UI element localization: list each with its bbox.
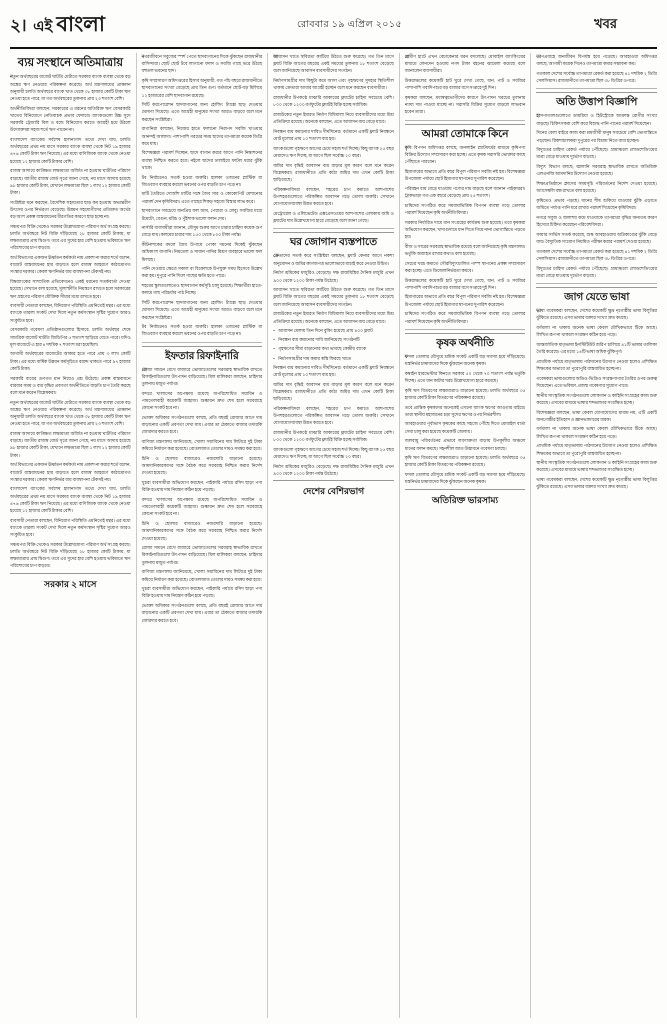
paragraph: টব নির্বাচনেও সতর্ক হওয়া জরুরি। হালকা ওজনের প্লাস্টিক বা জিওব্যাগ ব্যবহার করলে ভবনের ওপর বাড়তি চাপ পড়ে না। xyxy=(141,174,263,187)
divider xyxy=(405,329,526,330)
list-item: • নির্মাণসামগ্রীর দাম কমায় স্বস্তি ফিরছে খাতে xyxy=(273,355,394,362)
paragraph: পরিকল্পনাবিদরা বলছেন, শহরের চাপ কমাতে আশপাশের উপশহরগুলোতে পরিকল্পিত আবাসন গড়ে তোলা জরুরি। সেখানে যোগাযোগব্যবস্থা উন্নত করতে হবে। xyxy=(273,186,394,207)
paragraph: বিদ্যুৎ বিভাগ বলছে, জ্বালানি সরবরাহ স্বাভাবিক রাখতে অতিরিক্ত এলএনজি আমদানির উদ্যোগ নেওয়া হয়েছে। xyxy=(536,164,657,177)
paragraph: চাষিদের সংগঠিত করে সমবায়ভিত্তিক বিপণন ব্যবস্থা গড়ে তোলার পরামর্শ দিয়েছেন কৃষি অর্থনীতিবিদরা। xyxy=(404,202,526,215)
paragraph: বন্দরে খালাসের অপেক্ষায় রয়েছে অপরিশোধিত সয়াবিন ও পামতেলবাহী কয়েকটি জাহাজ। শুল্কায়ন দ্রুত শেষ হলে সরবরাহে কোনো সংকট হবে না। xyxy=(141,390,263,411)
paragraph: ভাষা গবেষকরা বলছেন, দেশের কয়েকটি ক্ষুদ্র নৃগোষ্ঠীর ভাষা বিলুপ্তির ঝুঁকিতে রয়েছে। এসব ভাষার বক্তার সংখ্যা দ্রুত কমছে। xyxy=(536,477,657,490)
paragraph: বেসরকারি গবেষণা প্রতিষ্ঠানগুলোর হিসাবে, চলতি অর্থবছর শেষে সামগ্রিক বাজেট ঘাটতি জিডিপির ৫ শতাংশ ছাড়িয়ে যেতে পারে। যদিও মূল বাজেটে এ হার ৪ দশমিক ৭ শতাংশ ধরা হয়েছিল। xyxy=(10,327,131,347)
paragraph: নতুন অর্থবছরের বাজেট ঘাটতি মেটাতে সরকার ব্যাংক ব্যবস্থা থেকে বড় অঙ্কের ঋণ নেওয়ার পরিকল্পনা করেছে। অর্থ মন্ত্রণালয়ের প্রাক্কলন অনুযায়ী চলতি অর্থবছরে ব্যাংক খাত থেকে ৩৮ হাজার কোটি টাকা ঋণ নেওয়া হতে পারে, যা গত অর্থবছরের তুলনায় প্রায় ২৩ শতাংশ বেশি। xyxy=(10,399,131,427)
paragraph: কৃষিতেও প্রভাব পড়ছে। ধানের শীষ শুকিয়ে যাওয়ার ঝুঁকি এড়াতে জমিতে পর্যাপ্ত পানি ধরে রাখার পরামর্শ দিয়েছেন কৃষিবিদরা। xyxy=(536,197,657,211)
paragraph: কৃষকরা বলছেন, মধ্যস্বত্বভোগীদের কারণে উৎপাদন খরচের তুলনায় ন্যায্য দাম পাওয়া যাচ্ছে না। সরাসরি বিক্রির সুযোগ বাড়লে লাভবান হবেন তারা। xyxy=(404,95,526,115)
paragraph: বিদ্যুতের চাহিদা রেকর্ড পর্যায়ে পৌঁছেছে। গ্রামাঞ্চলে লোডশেডিংয়ের মাত্রা বেড়ে যাওয়ায় দুর্ভোগ বাড়ছে। xyxy=(536,265,657,278)
paragraph: বিদ্যুতের চাহিদা রেকর্ড পর্যায়ে পৌঁছেছে। গ্রামাঞ্চলে লোডশেডিংয়ের মাত্রা বেড়ে যাওয়ায় দুর্ভোগ বাড়ছে। xyxy=(536,147,657,160)
paragraph: রাজস্ব আদায়ে কাঙ্ক্ষিত লক্ষ্যমাত্রা অর্জিত না হওয়ায় ঘাটতির পরিমাণ বাড়ছে। জাতীয় রাজস্ব বোর্ড সূত্রে জানা গেছে, নয় মাসে আদায় হয়েছে ৯৮ হাজার কোটি টাকা, যেখানে লক্ষ্যমাত্রা ছিল ১ লাখ ১২ হাজার কোটি টাকা। xyxy=(10,168,131,195)
column-footer: সরকার ২ মাসে xyxy=(10,573,131,592)
paragraph: গতকাল দেশের সর্বোচ্চ তাপমাত্রা রেকর্ড করা হয়েছে ৪১ দশমিক ২ ডিগ্রি সেলসিয়াস। রাজধানীতে তাপমাত্রা ছিল ৩৮ ডিগ্রির ওপরে। xyxy=(536,70,657,84)
paragraph: রোজা সামনে রেখে বাজারে ভোজ্যতেলের সরবরাহ স্বাভাবিক রাখতে রিফাইনারিগুলো উৎপাদন বাড়িয়েছে। মিল মালিকরা বলছেন, চাহিদার তুলনায় মজুত পর্যাপ্ত। xyxy=(141,545,263,565)
publication-date: রোববার ১৯ এপ্রিল ২০১৫ xyxy=(296,20,403,30)
paragraph: তাপপ্রবাহে জনজীবন বিপর্যস্ত হয়ে পড়েছে। আবহাওয়া অধিদপ্তর বলছে, আগামী কয়েক দিনেও তাপমাত্রা কমার সম্ভাবনা কম। xyxy=(536,54,657,67)
masthead xyxy=(10,8,657,49)
paragraph: ফসল তোলার মৌসুমে শ্রমিক সংকট একটি বড় সমস্যা হয়ে দাঁড়িয়েছে। যন্ত্রনির্ভর চাষাবাদের দিকে ঝুঁকছেন অনেক কৃষক। xyxy=(404,472,526,485)
paragraph: রাজধানীর উপকণ্ঠে মাঝারি আকারের ফ্ল্যাটের চাহিদা সবচেয়ে বেশি। ৮০০ থেকে ১২০০ বর্গফুটের ফ্ল্যাটই বিক্রি হচ্ছে সর্বাধিক। xyxy=(273,95,394,108)
section-title: খবর xyxy=(594,16,617,31)
paragraph: খুচরা ব্যবসায়ীরা অভিযোগ করছেন, পাইকারি পর্যায়ে রসিদ ছাড়া পণ্য বিক্রি হওয়ায় দাম নিয়ন্ত্রণ কঠিন হয়ে পড়ছে। xyxy=(141,480,263,493)
paragraph: কৃষি ঋণ বিতরণের লক্ষ্যমাত্রাও বাড়ানো হয়েছে। চলতি অর্থবছরে ৩৫ হাজার কোটি টাকা বিতরণের পরিকল্পনা রয়েছে। xyxy=(404,455,526,468)
paragraph: কৃষি বিপণন অধিদপ্তর বলছে, অনলাইন প্ল্যাটফর্মের মাধ্যমে কৃষিপণ্য বিক্রির উদ্যোগ সম্প্রসারণ করা হচ্ছে। এতে কৃষক সরাসরি ভোক্তার কাছে পৌঁছাতে পারবেন। xyxy=(404,144,526,165)
paragraph: বর্ণমালা না থাকায় অনেক ভাষা কেবল মৌখিকভাবে টিকে আছে। লিখিত রূপ না থাকলে সংরক্ষণ কঠিন হয়ে পড়ে। xyxy=(536,325,657,338)
paragraph: মেট্রোরেল ও এলিভেটেড এক্সপ্রেসওয়ের আশপাশের এলাকায় জমি ও ফ্ল্যাটের দাম উল্লেখযোগ্য হারে বেড়েছে বলে জানা গেছে। xyxy=(273,210,394,224)
paragraph: অর্থনীতিবিদরা বলছেন, সরকারের এ ধরনের অতিরিক্ত ঋণ বেসরকারি খাতের বিনিয়োগে নেতিবাচক প্রভাব ফেলবে। ব্যাংকগুলো উচ্চ সুদে সরকারি ট্রেজারি বিল ও বন্ডে বিনিয়োগ করতে আগ্রহী হয়ে উঠলে উদ্যোক্তারা সহজ শর্তে ঋণ পাবেন না। xyxy=(10,105,131,133)
paragraph: শিক্ষাপ্রতিষ্ঠানে ক্লাসের সময়সূচি পরিবর্তনের নির্দেশ দেওয়া হয়েছে। অ্যাসেম্বলি বন্ধ রাখতে বলা হয়েছে। xyxy=(536,181,657,194)
paragraph: আবাসন খাতে স্থবিরতা কাটিয়ে উঠতে শুরু করেছে। গত তিন মাসে ফ্ল্যাট বিক্রি আগের বছরের একই সময়ের তুলনায় ১৮ শতাংশ বেড়েছে বলে জানিয়েছে আবাসন ব্যবসায়ীদের সংগঠন। xyxy=(273,54,394,74)
paragraph: গতকাল দেশের সর্বোচ্চ তাপমাত্রা রেকর্ড করা হয়েছে ৪১ দশমিক ২ ডিগ্রি সেলসিয়াস। রাজধানীতে তাপমাত্রা ছিল ৩৮ ডিগ্রির ওপরে। xyxy=(536,248,657,261)
divider xyxy=(536,283,657,284)
paragraph: জমির দাম বৃদ্ধিই আবাসন ব্যয় বাড়ার মূল কারণ বলে মনে করেন বিশ্লেষকরা। রাজধানীতে প্রতি কাঠা জমির দাম এখন কোটি টাকা ছাড়িয়েছে। xyxy=(273,381,394,402)
paragraph: ব্যাংকগুলো গৃহঋণে আগের চেয়ে সহজ শর্ত দিচ্ছে। কিছু ব্যাংক ২৫ বছর মেয়াদেও ঋণ দিচ্ছে, যা আগে ছিল সর্বোচ্চ ২০ বছর। xyxy=(273,145,394,158)
paragraph: সঞ্চয়পত্র বিক্রি থেকেও সরকার উল্লেখযোগ্য পরিমাণ অর্থ সংগ্রহ করছে। চলতি অর্থবছরে নিট বিক্রি দাঁড়িয়েছে ২৮ হাজার কোটি টাকায়, যা লক্ষ্যমাত্রার প্রায় দ্বিগুণ। তবে এর সুদের হার বেশি হওয়ায় ভবিষ্যতে ঋণ পরিশোধের চাপ বাড়বে। xyxy=(10,223,131,251)
paragraph: রোজা সামনে রেখে বাজারে ভোজ্যতেলের সরবরাহ স্বাভাবিক রাখতে রিফাইনারিগুলো উৎপাদন বাড়িয়েছে। মিল মালিকরা বলছেন, চাহিদার তুলনায় মজুত পর্যাপ্ত। xyxy=(141,366,263,387)
paragraph: তবে প্রান্তিক কৃষকদের অনেকেই এখনো ব্যাংক ঋণের আওতার বাইরে। তারা স্থানীয় মহাজনের চড়া সুদের ঋণের ওপর নির্ভরশীল। xyxy=(404,404,526,417)
paragraph: আবহাওয়ার পূর্বাভাস কৃষকের কাছে সহজে পৌঁছে দিতে মোবাইল বার্তা সেবা চালু করা হয়েছে কয়েকটি জেলায়। xyxy=(404,421,526,434)
paragraph: কৃষি ঋণ বিতরণের লক্ষ্যমাত্রাও বাড়ানো হয়েছে। চলতি অর্থবছরে ৩৫ হাজার কোটি টাকা বিতরণের পরিকল্পনা রয়েছে। xyxy=(404,387,526,400)
paragraph: প্রাথমিক পর্যায়ে মাতৃভাষায় পাঠদানের উদ্যোগ নেওয়া হলেও প্রশিক্ষিত শিক্ষকের অভাবে তা পুরোপুরি বাস্তবায়িত হচ্ছে না। xyxy=(536,358,657,372)
paragraph: বিশ্বব্যাংকের সাম্প্রতিক প্রতিবেদনেও একই ধরনের সতর্কবার্তা দেওয়া হয়েছে। সেখানে বলা হয়েছে, মূল্যস্ফীতি নিয়ন্ত্রণে রাখতে হলে সরকারের ঋণ গ্রহণের পরিমাণ যৌক্তিক সীমার মধ্যে রাখতে হবে। xyxy=(10,279,131,299)
paragraph: বিশেষজ্ঞরা বলছেন, ভাষা কেবল যোগাযোগের মাধ্যম নয়, এটি একটি জনগোষ্ঠীর ইতিহাস ও জ্ঞানভান্ডারের ধারক। xyxy=(536,409,657,422)
paragraph: আবাসন খাতে স্থবিরতা কাটিয়ে উঠতে শুরু করেছে। গত তিন মাসে ফ্ল্যাট বিক্রি আগের বছরের একই সময়ের তুলনায় ১৮ শতাংশ বেড়েছে বলে জানিয়েছে আবাসন ব্যবসায়ীদের সংগঠন। xyxy=(273,287,394,307)
article-columns xyxy=(10,53,657,1018)
paragraph: স্থানীয় সাংস্কৃতিক সংগঠনগুলো লোকগান ও কাহিনি সংগ্রহের কাজ শুরু করেছে। এসবের মাধ্যমে ভাষার শব্দভান্ডার সংরক্ষিত হচ্ছে। xyxy=(536,460,657,473)
paragraph: উত্তরাঞ্চলের কয়েকটি হাট ঘুরে দেখা গেছে, ধান, পাট ও সবজির পাশাপাশি গবাদিপশুর বড় বাজার বসে সপ্তাহে দুই দিন। xyxy=(404,78,526,91)
paragraph: আন্তর্জাতিক মাতৃভাষা ইনস্টিটিউট জরিপ চালিয়ে ৪১টি ভাষার তালিকা তৈরি করেছে। এর মধ্যে ১৪টি ভাষা অধিক ঝুঁকিপূর্ণ। xyxy=(536,341,657,355)
paragraph: চাষিদের সংগঠিত করে সমবায়ভিত্তিক বিপণন ব্যবস্থা গড়ে তোলার পরামর্শ দিয়েছেন কৃষি অর্থনীতিবিদরা। xyxy=(404,311,526,324)
paragraph: রাজধানীর উপকণ্ঠে মাঝারি আকারের ফ্ল্যাটের চাহিদা সবচেয়ে বেশি। ৮০০ থেকে ১২০০ বর্গফুটের ফ্ল্যাটই বিক্রি হচ্ছে সর্বাধিক। xyxy=(273,429,394,443)
paragraph: জলবায়ু পরিবর্তনের প্রভাবে লবণাক্ততা বাড়ায় উপকূলীয় অঞ্চলে ধানের ফলন কমছে। সহনশীল জাত উদ্ভাবনে গবেষণা চলছে। xyxy=(404,438,526,451)
column-3 xyxy=(268,53,400,1018)
paragraph: নগরজীবনে সবুজের স্পর্শ পেতে ছাদবাগানের দিকে ঝুঁকছেন রাজধানীর বাসিন্দারা। ছোট ছোট টবে লাগানো ফলদ ও সবজি গাছে ভরে উঠছে বহুতল ভবনের ছাদ। xyxy=(141,54,263,74)
paragraph: পরিবহন ব্যয় বেড়ে যাওয়ায় পণ্যের দাম বাড়ছে বলে জানান পাইকাররা। ট্রাকভাড়া গত এক বছরে বেড়েছে প্রায় ২৫ শতাংশ। xyxy=(404,185,526,198)
list-item: • আবাসন মেলায় তিন দিনে বুকিং হয়েছে প্রায় ৪০০ ফ্ল্যাট xyxy=(273,327,394,334)
paragraph: নতুন অর্থবছরের বাজেট ঘাটতি মেটাতে সরকার ব্যাংক ব্যবস্থা থেকে বড় অঙ্কের ঋণ নেওয়ার পরিকল্পনা করেছে। অর্থ মন্ত্রণালয়ের প্রাক্কলন অনুযায়ী চলতি অর্থবছরে ব্যাংক খাত থেকে ৩৮ হাজার কোটি টাকা ঋণ নেওয়া হতে পারে, যা গত অর্থবছরের তুলনায় প্রায় ২৩ শতাংশ বেশি। xyxy=(10,74,131,101)
headline-3: ঘর জোগান ব্যস্তপাতে xyxy=(273,232,394,249)
paragraph: কম্বাইন হারভেস্টার কিনতে সরকার ৫০ থেকে ৭০ শতাংশ পর্যন্ত ভর্তুকি দিচ্ছে। এতে ধান কাটার খরচ উল্লেখযোগ্য হারে কমেছে। xyxy=(404,370,526,383)
headline-6: অতি উত্তাপ বিজ্ঞাপি xyxy=(536,92,657,109)
divider xyxy=(142,342,263,343)
paragraph: হিমাগারের অভাবে প্রতি বছর বিপুল পরিমাণ সবজি নষ্ট হয়। বিশেষজ্ঞরা উপজেলা পর্যায়ে ছোট হিমাগার স্থাপনের সুপারিশ করেছেন। xyxy=(404,168,526,182)
headline-1: ব্যয় সংস্থানে অতিমাত্রায় xyxy=(17,57,123,69)
paragraph: ব্যবসায়ী নেতারা বলছেন, বিনিয়োগ পরিস্থিতি এমনিতেই মন্থর। এর মধ্যে ব্যাংকে তারল্য সংকট দেখা দিলে নতুন কর্মসংস্থান সৃষ্টির সুযোগ আরও সংকুচিত হবে। xyxy=(10,517,131,538)
paragraph: কৃষি সম্প্রসারণ অধিদপ্তরের হিসাব অনুযায়ী, গত পাঁচ বছরে রাজধানীতে ছাদবাগানের সংখ্যা বেড়েছে প্রায় তিন গুণ। বর্তমানে ছোট-বড় মিলিয়ে ১২ হাজারের বেশি ছাদবাগান রয়েছে। xyxy=(141,78,263,98)
list-item: • গৃহঋণের সীমা বাড়ানোর কথা ভাবছে কেন্দ্রীয় ব্যাংক xyxy=(273,345,394,352)
paragraph: মাটি তৈরিতে দোআঁশ মাটির সঙ্গে জৈব সার ও কোকোপিট মেশানোর পরামর্শ দেন কৃষিবিদরা। এতে গাছের শিকড় সহজে বিস্তার লাভ করে। xyxy=(141,191,263,204)
column-footer: দেশের বেশিরভাগ xyxy=(273,480,394,499)
paragraph: পরিকল্পনাবিদরা বলছেন, শহরের চাপ কমাতে আশপাশের উপশহরগুলোতে পরিকল্পিত আবাসন গড়ে তোলা জরুরি। সেখানে যোগাযোগব্যবস্থা উন্নত করতে হবে। xyxy=(273,405,394,426)
paragraph: জমির দাম বৃদ্ধিই আবাসন ব্যয় বাড়ার মূল কারণ বলে মনে করেন বিশ্লেষকরা। রাজধানীতে প্রতি কাঠা জমির দাম এখন কোটি টাকা ছাড়িয়েছে। xyxy=(273,162,394,183)
paragraph: বন্দরে খালাসের অপেক্ষায় রয়েছে অপরিশোধিত সয়াবিন ও পামতেলবাহী কয়েকটি জাহাজ। শুল্কায়ন দ্রুত শেষ হলে সরবরাহে কোনো সংকট হবে না। xyxy=(141,496,263,517)
paragraph: নির্মাণসামগ্রীর দাম কিছুটা কমে আসা এবং গৃহঋণের সুদহার স্থিতিশীল থাকায় ক্রেতারা আবার আগ্রহী হচ্ছেন বলে মনে করছেন ব্যবসায়ীরা। xyxy=(273,78,394,91)
paragraph: রাজউকের নতুন ইমারত নির্মাণ বিধিমালা নিয়ে ব্যবসায়ীদের মধ্যে মিশ্র প্রতিক্রিয়া রয়েছে। অনেকে বলছেন, এতে আবাসন ব্যয় বেড়ে যাবে। xyxy=(273,111,394,125)
headline-7: জাগ যেতে ভাষা xyxy=(536,287,657,304)
page-number: ২। xyxy=(10,16,27,35)
paragraph: পানি দেওয়ার ক্ষেত্রে সকাল বা বিকেলকে উপযুক্ত সময় হিসেবে উল্লেখ করা হয়। দুপুরে পানি দিলে গাছের ক্ষতি হতে পারে। xyxy=(141,266,263,279)
paragraph: সংশ্লিষ্টরা মনে করছেন, বৈদেশিক সহায়তার ছাড় কম হওয়ায় অভ্যন্তরীণ উৎসের ওপর নির্ভরতা বেড়েছে। উন্নয়ন সহযোগীদের প্রতিশ্রুত অর্থের বড় অংশ প্রকল্প বাস্তবায়নের ধীরগতির কারণে ছাড় হচ্ছে না। xyxy=(10,199,131,220)
paragraph: ফায়ার সার্ভিস সতর্ক করেছে, শুষ্ক আবহাওয়ায় অগ্নিকাণ্ডের ঝুঁকি বেড়ে যায়। বৈদ্যুতিক সংযোগ নিয়মিত পরীক্ষা করার পরামর্শ দেওয়া হয়েছে। xyxy=(536,231,657,244)
paragraph: অর্থ বিভাগের একজন ঊর্ধ্বতন কর্মকর্তা নাম প্রকাশ না করার শর্তে বলেন, বাজেট বাস্তবায়নের হার বাড়াতে হলে রাজস্ব আহরণে কাঠামোগত সংস্কার দরকার। কেবল ঋণনির্ভর ব্যয় ব্যবস্থাপনা টেকসই নয়। xyxy=(10,255,131,275)
paragraph: চিনি ও ছোলার বাজারেও নজরদারি বাড়ানো হয়েছে। আমদানিকারকদের সঙ্গে বৈঠক করে সরবরাহ নিশ্চিত করার নির্দেশ দেওয়া হয়েছে। xyxy=(141,521,263,541)
paragraph: স্থানীয় সাংস্কৃতিক সংগঠনগুলো লোকগান ও কাহিনি সংগ্রহের কাজ শুরু করেছে। এসবের মাধ্যমে ভাষার শব্দভান্ডার সংরক্ষিত হচ্ছে। xyxy=(536,392,657,405)
paragraph: দিনের বেলা বাইরে কাজ করা শ্রমজীবী মানুষ সবচেয়ে বেশি ভোগান্তিতে পড়ছেন। রিকশাচালকরা দুপুরের পর বিশ্রাম নিতে বাধ্য হচ্ছেন। xyxy=(536,130,657,143)
list-item: • নিবন্ধন ব্যয় কমানোর দাবি জানিয়েছে সংগঠনটি xyxy=(273,336,394,343)
headline-5: কৃষক অর্থনীতি xyxy=(405,333,526,350)
paragraph: বাগানিরা বলছেন, নিজের হাতে ফলানো নিরাপদ সবজি খাওয়ার আনন্দই আলাদা। পাশাপাশি গরমের সময় ছাদের তাপমাত্রা কয়েক ডিগ্রি কমে যায়। xyxy=(141,126,263,146)
paragraph: নার্সারি ব্যবসায়ীরা জানান, মৌসুম শুরুর আগে চারার চাহিদা কয়েক গুণ বেড়ে যায়। কলমের চারার দাম ১৫০ থেকে ৮০০ টাকা পর্যন্ত। xyxy=(141,225,263,238)
paragraph: রাজস্ব আদায়ে কাঙ্ক্ষিত লক্ষ্যমাত্রা অর্জিত না হওয়ায় ঘাটতির পরিমাণ বাড়ছে। জাতীয় রাজস্ব বোর্ড সূত্রে জানা গেছে, নয় মাসে আদায় হয়েছে ৯৮ হাজার কোটি টাকা, যেখানে লক্ষ্যমাত্রা ছিল ১ লাখ ১২ হাজার কোটি টাকা। xyxy=(10,431,131,458)
paragraph: ব্যাংকগুলো গৃহঋণে আগের চেয়ে সহজ শর্ত দিচ্ছে। কিছু ব্যাংক ২৫ বছর মেয়াদেও ঋণ দিচ্ছে, যা আগে ছিল সর্বোচ্চ ২০ বছর। xyxy=(273,446,394,459)
paragraph: সিটি করপোরেশন ছাদবাগানের জন্য হোল্ডিং ট্যাক্সে ছাড় দেওয়ার ঘোষণা দিয়েছে। এতে আগ্রহী মানুষের সংখ্যা আরও বাড়বে বলে মনে করছেন সংশ্লিষ্টরা। xyxy=(141,102,263,122)
paragraph: বীজ ও সারের সরবরাহ স্বাভাবিক রয়েছে বলে জানিয়েছে কৃষি মন্ত্রণালয়। ভর্তুকি অব্যাহত রাখার কথাও বলা হয়েছে। xyxy=(404,243,526,256)
column-2 xyxy=(137,53,269,1018)
paragraph: ক্রেতাদের সতর্ক করে সংশ্লিষ্টরা বলছেন, ফ্ল্যাট কেনার আগে নকশা অনুমোদন ও জমির কাগজপত্র ভালোভাবে যাচাই করে নেওয়া উচিত। xyxy=(273,253,394,266)
paragraph: প্রাথমিক পর্যায়ে মাতৃভাষায় পাঠদানের উদ্যোগ নেওয়া হলেও প্রশিক্ষিত শিক্ষকের অভাবে তা পুরোপুরি বাস্তবায়িত হচ্ছে না। xyxy=(536,443,657,456)
logo-prefix: এই xyxy=(33,19,53,35)
paragraph: শহরের স্কুলগুলোতেও ছাদবাগান কর্মসূচি চালু হয়েছে। শিক্ষার্থীরা হাতে-কলমে গাছ পরিচর্যার পাঠ নিচ্ছে। xyxy=(141,283,263,296)
paragraph: সরকারি ব্যয়ের গুণগত মান নিয়েও প্রশ্ন উঠেছে। প্রকল্প বাস্তবায়নে বারবার সময় ও ব্যয় বৃদ্ধির প্রবণতা অর্থনীতিতে বাড়তি চাপ তৈরি করছে বলে মনে করেন বিশ্লেষকরা। xyxy=(10,375,131,395)
paragraph: সরকার নির্ধারিত দামে ধান সংগ্রহের কার্যক্রম শুরু হয়েছে। তবে কৃষকরা অভিযোগ করছেন, খাদ্যগুদামে ধান দিতে গিয়ে নানা ভোগান্তিতে পড়তে হয়। xyxy=(404,219,526,239)
paragraph: গ্রামীণ হাটে এখন বেচাকেনার ধরন বদলেছে। মোবাইল ব্যাংকিংয়ের মাধ্যমে লেনদেন হওয়ায় নগদ টাকা বহনের ঝামেলা কমেছে বলে জানালেন ব্যবসায়ীরা। xyxy=(404,54,526,74)
paragraph: সঞ্চয়পত্র বিক্রি থেকেও সরকার উল্লেখযোগ্য পরিমাণ অর্থ সংগ্রহ করছে। চলতি অর্থবছরে নিট বিক্রি দাঁড়িয়েছে ২৮ হাজার কোটি টাকায়, যা লক্ষ্যমাত্রার প্রায় দ্বিগুণ। তবে এর সুদের হার বেশি হওয়ায় ভবিষ্যতে ঋণ পরিশোধের চাপ বাড়বে। xyxy=(10,541,131,569)
paragraph: রাজউকের নতুন ইমারত নির্মাণ বিধিমালা নিয়ে ব্যবসায়ীদের মধ্যে মিশ্র প্রতিক্রিয়া রয়েছে। অনেকে বলছেন, এতে আবাসন ব্যয় বেড়ে যাবে। xyxy=(273,311,394,324)
paragraph: বাংলাদেশ ব্যাংকের সর্বশেষ হালনাগাদ তথ্যে দেখা যায়, চলতি অর্থবছরের প্রথম নয় মাসে সরকার ব্যাংক ব্যবস্থা থেকে নিট ১৯ হাজার ৪৭৬ কোটি টাকা ঋণ নিয়েছে। এর মধ্যে বাণিজ্যিক ব্যাংক থেকে নেওয়া হয়েছে ১২ হাজার কোটি টাকার বেশি। xyxy=(10,137,131,164)
headline-2: ইফতার রিফাইনারি xyxy=(142,346,263,363)
paragraph: গবেষকরা ভাষাগুলোর অডিও-ভিডিও সংরক্ষণাগার তৈরির ওপর গুরুত্ব দিয়েছেন। এতে ভবিষ্যৎ প্রজন্ম গবেষণার সুযোগ পাবে। xyxy=(536,375,657,388)
paragraph: বাণিজ্য মন্ত্রণালয় জানিয়েছে, খোলা সয়াবিনের দাম লিটারে দুই টাকা কমিয়ে নির্ধারণ করা হয়েছে। বোতলজাত তেলের দামও সমন্বয় করা হবে। xyxy=(141,439,263,452)
paragraph: অর্থ বিভাগের একজন ঊর্ধ্বতন কর্মকর্তা নাম প্রকাশ না করার শর্তে বলেন, বাজেট বাস্তবায়নের হার বাড়াতে হলে রাজস্ব আহরণে কাঠামোগত সংস্কার দরকার। কেবল ঋণনির্ভর ব্যয় ব্যবস্থাপনা টেকসই নয়। xyxy=(10,462,131,482)
column-1 xyxy=(10,53,137,1018)
headline-4: আমরা তোমাকে কিনে xyxy=(405,124,526,141)
paragraph: ফসল তোলার মৌসুমে শ্রমিক সংকট একটি বড় সমস্যা হয়ে দাঁড়িয়েছে। যন্ত্রনির্ভর চাষাবাদের দিকে ঝুঁকছেন অনেক কৃষক। xyxy=(404,353,526,367)
paragraph: নির্মাণ শ্রমিকের মজুরিও বেড়েছে। দক্ষ রাজমিস্ত্রির দৈনিক মজুরি এখন ৯০০ থেকে ১২০০ টাকা পর্যন্ত উঠেছে। xyxy=(273,463,394,476)
paragraph: ভোক্তা অধিকার সংগঠনগুলো বলছে, প্রতি বছরই রোজার আগে দাম বাড়ানোর একটি প্রবণতা দেখা যায়। এবার তা ঠেকাতে বাজার তদারকি জোরদার করতে হবে। xyxy=(141,603,263,623)
paragraph: বিশেষজ্ঞরা পরামর্শ দিচ্ছেন, ছাদে বাগান করার আগে পানি নিষ্কাশনের ব্যবস্থা নিশ্চিত করতে হবে। নইলে ছাদের ঢালাইয়ে ফাটল ধরার ঝুঁকি থাকে। xyxy=(141,150,263,170)
paragraph: কীটনাশকের বদলে জৈব উপায়ে পোকা দমনের দিকেই ঝুঁকছেন অধিকাংশ বাগানি। নিমতেল ও সাবান পানির মিশ্রণ ব্যবহারে ভালো ফল মিলছে। xyxy=(141,242,263,262)
divider xyxy=(536,88,657,89)
column-4 xyxy=(400,53,532,1018)
paragraph: সিটি করপোরেশন ছাদবাগানের জন্য হোল্ডিং ট্যাক্সে ছাড় দেওয়ার ঘোষণা দিয়েছে। এতে আগ্রহী মানুষের সংখ্যা আরও বাড়বে বলে মনে করছেন সংশ্লিষ্টরা। xyxy=(141,300,263,320)
paragraph: উত্তরাঞ্চলের কয়েকটি হাট ঘুরে দেখা গেছে, ধান, পাট ও সবজির পাশাপাশি গবাদিপশুর বড় বাজার বসে সপ্তাহে দুই দিন। xyxy=(404,277,526,290)
paragraph: ভাষা গবেষকরা বলছেন, দেশের কয়েকটি ক্ষুদ্র নৃগোষ্ঠীর ভাষা বিলুপ্তির ঝুঁকিতে রয়েছে। এসব ভাষার বক্তার সংখ্যা দ্রুত কমছে। xyxy=(536,308,657,321)
paragraph: টব নির্বাচনেও সতর্ক হওয়া জরুরি। হালকা ওজনের প্লাস্টিক বা জিওব্যাগ ব্যবহার করলে ভবনের ওপর বাড়তি চাপ পড়ে না। xyxy=(141,324,263,337)
paragraph: নিবন্ধন ব্যয় কমানোর দাবিও দীর্ঘদিনের। বর্তমানে একটি ফ্ল্যাট নিবন্ধনে মোট মূল্যের প্রায় ১০ শতাংশ ব্যয় হয়। xyxy=(273,128,394,142)
paragraph: চিনি ও ছোলার বাজারেও নজরদারি বাড়ানো হয়েছে। আমদানিকারকদের সঙ্গে বৈঠক করে সরবরাহ নিশ্চিত করার নির্দেশ দেওয়া হয়েছে। xyxy=(141,455,263,476)
paragraph: বর্ণমালা না থাকায় অনেক ভাষা কেবল মৌখিকভাবে টিকে আছে। লিখিত রূপ না থাকলে সংরক্ষণ কঠিন হয়ে পড়ে। xyxy=(536,426,657,439)
paragraph: ব্যবসায়ী নেতারা বলছেন, বিনিয়োগ পরিস্থিতি এমনিতেই মন্থর। এর মধ্যে ব্যাংকে তারল্য সংকট দেখা দিলে নতুন কর্মসংস্থান সৃষ্টির সুযোগ আরও সংকুচিত হবে। xyxy=(10,303,131,323)
paragraph: ছাদবাগানে সবচেয়ে জনপ্রিয় ফল আম, পেয়ারা ও লেবু। সবজির মধ্যে টমেটো, বেগুন, মরিচ ও পুঁইশাক ভালো ফলন দেয়। xyxy=(141,208,263,221)
masthead-left xyxy=(10,8,105,43)
column-footer: অতিরিক্ত ভারসাম্য xyxy=(405,489,526,508)
paragraph: ভোক্তা অধিকার সংগঠনগুলো বলছে, প্রতি বছরই রোজার আগে দাম বাড়ানোর একটি প্রবণতা দেখা যায়। এবার তা ঠেকাতে বাজার তদারকি জোরদার করতে হবে। xyxy=(141,414,263,435)
paragraph: হিমাগারের অভাবে প্রতি বছর বিপুল পরিমাণ সবজি নষ্ট হয়। বিশেষজ্ঞরা উপজেলা পর্যায়ে ছোট হিমাগার স্থাপনের সুপারিশ করেছেন। xyxy=(404,294,526,307)
paragraph: আগামী অর্থবছরের বাজেটের আকার হতে পারে প্রায় ৩ লাখ কোটি টাকা। এর মধ্যে বার্ষিক উন্নয়ন কর্মসূচিতে বরাদ্দ থাকতে পারে ৯৭ হাজার কোটি টাকা। xyxy=(10,351,131,371)
logo-main: বাংলা xyxy=(56,12,105,36)
paragraph: বাংলাদেশ ব্যাংকের সর্বশেষ হালনাগাদ তথ্যে দেখা যায়, চলতি অর্থবছরের প্রথম নয় মাসে সরকার ব্যাংক ব্যবস্থা থেকে নিট ১৯ হাজার ৪৭৬ কোটি টাকা ঋণ নিয়েছে। এর মধ্যে বাণিজ্যিক ব্যাংক থেকে নেওয়া হয়েছে ১২ হাজার কোটি টাকার বেশি। xyxy=(10,486,131,514)
paragraph: নির্মাণ শ্রমিকের মজুরিও বেড়েছে। দক্ষ রাজমিস্ত্রির দৈনিক মজুরি এখন ৯০০ থেকে ১২০০ টাকা পর্যন্ত উঠেছে। xyxy=(273,270,394,283)
paragraph: হাসপাতালগুলোতে ডায়রিয়া ও হিটস্ট্রোকে আক্রান্ত রোগীর সংখ্যা বাড়ছে। চিকিৎসকরা বেশি করে বিশুদ্ধ পানি পানের পরামর্শ দিয়েছেন। xyxy=(536,113,657,126)
paragraph: খুচরা ব্যবসায়ীরা অভিযোগ করছেন, পাইকারি পর্যায়ে রসিদ ছাড়া পণ্য বিক্রি হওয়ায় দাম নিয়ন্ত্রণ কঠিন হয়ে পড়ছে। xyxy=(141,586,263,599)
paragraph: নিবন্ধন ব্যয় কমানোর দাবিও দীর্ঘদিনের। বর্তমানে একটি ফ্ল্যাট নিবন্ধনে মোট মূল্যের প্রায় ১০ শতাংশ ব্যয় হয়। xyxy=(273,364,394,377)
divider xyxy=(405,120,526,121)
paragraph: বাণিজ্য মন্ত্রণালয় জানিয়েছে, খোলা সয়াবিনের দাম লিটারে দুই টাকা কমিয়ে নির্ধারণ করা হয়েছে। বোতলজাত তেলের দামও সমন্বয় করা হবে। xyxy=(141,569,263,582)
paragraph: সেচের খরচ কমাতে সৌরবিদ্যুৎচালিত পাম্প স্থাপনের প্রকল্প সম্প্রসারণ করা হচ্ছে। এতে ডিজেলনির্ভরতা কমবে। xyxy=(404,260,526,273)
column-5 xyxy=(531,53,657,1018)
paragraph: নগরে সবুজ ও জলাশয় কমে যাওয়াকে তাপমাত্রা বৃদ্ধির অন্যতম কারণ হিসেবে চিহ্নিত করেছেন পরিবেশবিদরা। xyxy=(536,214,657,228)
publication-logo xyxy=(33,8,105,43)
divider xyxy=(273,228,394,229)
